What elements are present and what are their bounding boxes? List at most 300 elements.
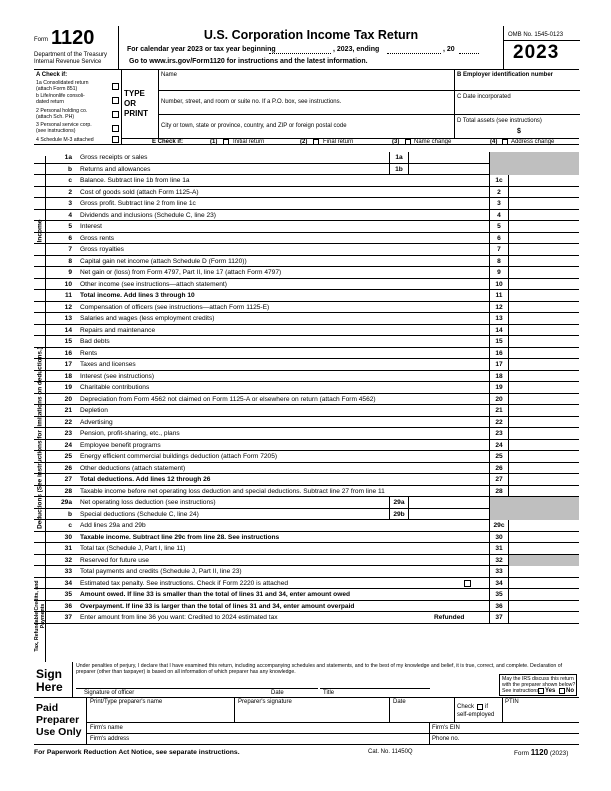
- line-amount-field[interactable]: [509, 578, 579, 590]
- line-number: 11: [65, 292, 72, 299]
- line-text: Total income. Add lines 3 through 10: [80, 292, 195, 299]
- line-number: 6: [68, 234, 72, 242]
- line-amount-field[interactable]: [509, 302, 579, 314]
- inner-line-box: 1b: [389, 164, 409, 176]
- line-box: 21: [489, 405, 509, 417]
- line-number: 28: [64, 487, 72, 495]
- line-number: 33: [64, 568, 72, 575]
- line-row: [34, 210, 579, 222]
- self-employed-label: self-employed: [457, 712, 495, 718]
- line-text: Cost of goods sold (attach Form 1125-A): [80, 188, 199, 196]
- officer-title-label: Title: [323, 690, 335, 696]
- period-end: , 20: [443, 46, 455, 53]
- line-number: 27: [64, 476, 72, 483]
- line-row: [34, 256, 579, 268]
- discuss-no-checkbox[interactable]: [559, 688, 565, 694]
- inner-amount-field[interactable]: [409, 152, 489, 164]
- line-number: 14: [64, 326, 72, 334]
- dept-irs: Internal Revenue Service: [34, 59, 102, 65]
- line-box: 14: [489, 325, 509, 337]
- line-number: c: [68, 177, 72, 184]
- line-amount-field[interactable]: [509, 313, 579, 325]
- line-number: c: [68, 522, 72, 529]
- line-box: 36: [489, 601, 509, 613]
- discuss-yes-checkbox[interactable]: [538, 688, 544, 694]
- e-opt4-num: (4): [490, 139, 498, 145]
- sign-here-block: [34, 662, 579, 698]
- check-2-box[interactable]: [112, 111, 119, 118]
- line-box: 3: [489, 198, 509, 210]
- omb-number: OMB No. 1545-0123: [508, 32, 564, 38]
- line-box: 9: [489, 267, 509, 279]
- address-change-checkbox[interactable]: [502, 139, 508, 145]
- line-text: Rents: [80, 349, 98, 357]
- line-text: Overpayment. If line 33 is larger than the total of lines 31 and 34, enter amount overpaid: [80, 602, 355, 610]
- line-text: Pension, profit-sharing, etc., plans: [80, 430, 180, 437]
- line-text: Total payments and credits (Schedule J, Part II, line 23): [80, 568, 242, 575]
- date-incorporated-label: C Date incorporated: [457, 94, 511, 100]
- shaded-box: [489, 164, 509, 176]
- line-row: [34, 601, 579, 613]
- line-row: [34, 589, 579, 601]
- line-amount-field[interactable]: [509, 428, 579, 440]
- line-box: 23: [489, 428, 509, 440]
- line-text: Gross profit. Subtract line 2 from line 1c: [80, 200, 196, 207]
- shaded-amount: [509, 164, 579, 176]
- line-amount-field[interactable]: [509, 371, 579, 383]
- line-text: Dividends and inclusions (Schedule C, line 23): [80, 211, 216, 219]
- ein-area: [454, 70, 579, 138]
- line-number: 9: [68, 269, 72, 276]
- line-number: 20: [64, 395, 72, 403]
- address-change-label: Address change: [511, 139, 555, 145]
- line-number: 23: [64, 430, 72, 437]
- line-box: 34: [489, 578, 509, 590]
- inner-line-box: 29a: [389, 497, 409, 509]
- line-box: 30: [489, 532, 509, 544]
- inner-amount-field[interactable]: [409, 509, 489, 521]
- name-address-area: [158, 70, 454, 138]
- city-field-label: City or town, state or province, country, and ZIP or foreign postal code: [161, 123, 347, 129]
- line-row: [34, 463, 579, 475]
- line-amount-field[interactable]: [509, 474, 579, 486]
- line-number: 13: [64, 315, 72, 322]
- line-amount-field[interactable]: [509, 256, 579, 268]
- identification-block: [34, 70, 579, 145]
- line-text: Taxable income before net operating loss deduction and special deductions. Subtract line 27 from line 11: [80, 487, 385, 495]
- line-amount-field[interactable]: [509, 221, 579, 233]
- line-amount-field[interactable]: [509, 267, 579, 279]
- line-box: 8: [489, 256, 509, 268]
- line-text: Bad debts: [80, 338, 110, 345]
- line-text: Balance. Subtract line 1b from line 1a: [80, 177, 190, 184]
- line-text: Reserved for future use: [80, 556, 149, 564]
- line-number: 30: [64, 533, 72, 541]
- line-box: 12: [489, 302, 509, 314]
- discuss-text: May the IRS discuss this return with the preparer shown below? See instructions.: [502, 676, 576, 694]
- line-amount-field[interactable]: [509, 601, 579, 613]
- sign-title: Sign: [36, 667, 62, 681]
- form-2220-checkbox[interactable]: [464, 580, 471, 587]
- name-field[interactable]: [159, 90, 455, 91]
- if-label: if: [485, 704, 488, 710]
- line-number: 37: [64, 614, 72, 621]
- final-return-checkbox[interactable]: [313, 139, 319, 145]
- check-4-label: 4 Schedule M-3 attached: [36, 137, 94, 143]
- line-box: 11: [489, 290, 509, 302]
- line-box: 2: [489, 187, 509, 199]
- goto-text: Go to www.irs.gov/Form1120 for instructions and the latest information.: [129, 58, 368, 65]
- line-number: 36: [64, 602, 72, 610]
- form-header: [34, 26, 579, 70]
- line-amount-field[interactable]: [509, 543, 579, 555]
- line-amount-field[interactable]: [509, 394, 579, 406]
- line-amount-field[interactable]: [509, 175, 579, 187]
- dept-treasury: Department of the Treasury: [34, 52, 108, 58]
- discuss-yes-label: Yes: [545, 688, 556, 694]
- officer-signature-field[interactable]: [76, 688, 300, 689]
- officer-title-field[interactable]: [320, 688, 430, 689]
- period-end-field[interactable]: [387, 53, 441, 54]
- line-text: Interest (see instructions): [80, 372, 155, 380]
- initial-return-label: Initial return: [233, 139, 265, 145]
- form-title-block: [119, 26, 503, 70]
- here-title: Here: [36, 680, 63, 694]
- line-row: [34, 244, 579, 256]
- inner-amount-field[interactable]: [409, 164, 489, 176]
- line-row: [34, 175, 579, 187]
- line-row: [34, 267, 579, 279]
- sign-date-field[interactable]: [268, 688, 318, 689]
- line-amount-field: [509, 555, 579, 567]
- dollar-sign: $: [517, 128, 521, 135]
- line-row: [34, 382, 579, 394]
- line-text: Special deductions (Schedule C, line 24): [80, 510, 199, 518]
- line-number: 25: [64, 453, 72, 460]
- line-row: [34, 394, 579, 406]
- period-begin-field[interactable]: [269, 53, 331, 54]
- line-number: 34: [64, 579, 72, 587]
- line-text: Depletion: [80, 407, 108, 414]
- line-number: 2: [68, 188, 72, 196]
- line-row: [34, 417, 579, 429]
- line-number: 24: [64, 441, 72, 449]
- line-row: [34, 509, 579, 521]
- line-number: 19: [64, 384, 72, 391]
- line-number: 35: [64, 591, 72, 598]
- checkbox-a-area: [34, 70, 122, 145]
- inner-amount-field[interactable]: [409, 497, 489, 509]
- line-box: 4: [489, 210, 509, 222]
- shaded-amount: [509, 152, 579, 164]
- line-row: [34, 612, 579, 624]
- paid-preparer-block: [34, 698, 579, 745]
- line-box: 1c: [489, 175, 509, 187]
- line-text: Returns and allowances: [80, 165, 151, 173]
- line-box: 19: [489, 382, 509, 394]
- line-row: [34, 486, 579, 498]
- line-number: 32: [64, 556, 72, 564]
- check-2-label: 2 Personal holding co. (attach Sch. PH): [36, 108, 88, 120]
- line-text: Other deductions (attach statement): [80, 464, 186, 472]
- preparer-signature-label: Preparer's signature: [238, 699, 292, 705]
- line-row: [34, 336, 579, 348]
- line-number: b: [67, 510, 72, 518]
- street-field[interactable]: [159, 114, 455, 115]
- line-row: [34, 440, 579, 452]
- shaded-box: [489, 509, 509, 521]
- form-1120: [34, 26, 579, 763]
- phone-label: Phone no.: [432, 736, 460, 742]
- line-text: Repairs and maintenance: [80, 326, 156, 334]
- line-amount-field[interactable]: [509, 336, 579, 348]
- line-box: 13: [489, 313, 509, 325]
- line-box: 37: [489, 612, 509, 624]
- line-text: Taxes and licenses: [80, 361, 136, 368]
- line-amount-field[interactable]: [509, 382, 579, 394]
- line-row: [34, 359, 579, 371]
- tax-year: 2023: [513, 42, 560, 63]
- omb-block: [503, 26, 579, 70]
- line-amount-field[interactable]: [509, 440, 579, 452]
- form-label: Form: [34, 37, 48, 43]
- check-b-label: b Life/nonlife consoli-dated return: [36, 93, 85, 105]
- line-row: [34, 302, 579, 314]
- period-mid: , 2023, ending: [333, 46, 380, 53]
- tax-label-text: Tax, Refundable Credits, and Payments: [33, 580, 46, 652]
- line-row: [34, 187, 579, 199]
- firm-address-label: Firm's address: [90, 736, 130, 742]
- line-row: [34, 474, 579, 486]
- e-opt2-num: (2): [300, 139, 308, 145]
- line-box: 6: [489, 233, 509, 245]
- check-a-heading: A Check if:: [36, 72, 68, 78]
- line-box: 29c: [489, 520, 509, 532]
- check-3-label: 3 Personal service corp. (see instructions): [36, 122, 92, 134]
- line-number: 12: [64, 303, 72, 311]
- line-number: 17: [64, 361, 72, 368]
- line-row: [34, 313, 579, 325]
- line-number: 1a: [64, 154, 72, 161]
- line-text: Interest: [80, 223, 102, 230]
- form-id-block: [34, 26, 119, 70]
- line-box: 26: [489, 463, 509, 475]
- line-box: 17: [489, 359, 509, 371]
- line-row: [34, 543, 579, 555]
- line-row: [34, 566, 579, 578]
- line-text: Gross receipts or sales: [80, 154, 148, 161]
- type-or-print: TYPE OR PRINT: [124, 89, 148, 118]
- line-number: 10: [64, 280, 72, 288]
- discuss-no-label: No: [566, 688, 574, 694]
- tax-section-label: [34, 570, 46, 662]
- line-amount-field[interactable]: [509, 279, 579, 291]
- line-box: 18: [489, 371, 509, 383]
- line-box: 27: [489, 474, 509, 486]
- line-row: [34, 578, 579, 590]
- line-amount-field[interactable]: [509, 463, 579, 475]
- line-row: [34, 279, 579, 291]
- firm-ein-label: Firm's EIN: [432, 725, 460, 731]
- form-title: U.S. Corporation Income Tax Return: [203, 28, 419, 42]
- line-amount-field[interactable]: [509, 359, 579, 371]
- preparer-title-3: Use Only: [36, 726, 82, 738]
- line-amount-field[interactable]: [509, 233, 579, 245]
- line-text: Net gain or (loss) from Form 4797, Part II, line 17 (attach Form 4797): [80, 269, 282, 276]
- e-opt1-num: (1): [210, 139, 218, 145]
- line-text: Employee benefit programs: [80, 441, 161, 449]
- line-number: 8: [68, 257, 72, 265]
- line-text: Capital gain net income (attach Schedule D (Form 1120)): [80, 257, 247, 265]
- footer-form-number: 1120: [530, 748, 549, 757]
- line-amount-field[interactable]: [509, 486, 579, 498]
- line-amount-field[interactable]: [509, 325, 579, 337]
- line-box: 25: [489, 451, 509, 463]
- line-amount-field[interactable]: [509, 187, 579, 199]
- name-change-checkbox[interactable]: [405, 139, 411, 145]
- name-field-label: Name: [161, 72, 178, 78]
- line-row: [34, 497, 579, 509]
- line-number: 4: [68, 211, 72, 219]
- line-text: Taxable income. Subtract line 29c from line 28. See instructions: [80, 533, 280, 541]
- check-3-box[interactable]: [112, 125, 119, 132]
- line-text: Advertising: [80, 418, 113, 426]
- line-amount-field[interactable]: [509, 532, 579, 544]
- line-amount-field[interactable]: [509, 210, 579, 222]
- line-box: 28: [489, 486, 509, 498]
- period-text: For calendar year 2023 or tax year beginning: [127, 46, 276, 53]
- line-row: [34, 532, 579, 544]
- line-row: [34, 152, 579, 164]
- refunded-label: Refunded: [434, 614, 465, 621]
- check-1a-box[interactable]: [112, 83, 119, 90]
- line-text: Other income (see instructions—attach statement): [80, 280, 227, 288]
- line-row: [34, 221, 579, 233]
- check-4-box[interactable]: [112, 136, 119, 143]
- line-box: 5: [489, 221, 509, 233]
- check-b-box[interactable]: [112, 97, 119, 104]
- form-number: 1120: [51, 27, 95, 49]
- line-amount-field[interactable]: [509, 451, 579, 463]
- shaded-box: [489, 152, 509, 164]
- deductions-label-text: Deductions (See instructions for limitations on deductions.): [36, 346, 43, 529]
- line-number: 18: [64, 372, 72, 380]
- line-number: 16: [64, 349, 72, 357]
- line-number: 3: [68, 200, 72, 207]
- preparer-title-2: Preparer: [36, 714, 80, 726]
- line-row: [34, 164, 579, 176]
- line-box: 15: [489, 336, 509, 348]
- period-year-field[interactable]: [459, 53, 479, 54]
- e-opt3-num: (3): [392, 139, 400, 145]
- line-text: Charitable contributions: [80, 384, 150, 391]
- check-1a-label: 1a Consolidated return (attach Form 851): [36, 80, 89, 92]
- line-text: Amount owed. If line 33 is smaller than the total of lines 31 and 34, enter amount owed: [80, 591, 351, 598]
- line-number: 26: [64, 464, 72, 472]
- line-box: 33: [489, 566, 509, 578]
- line-amount-field[interactable]: [509, 566, 579, 578]
- lines-area: [34, 156, 579, 639]
- line-amount-field[interactable]: [509, 244, 579, 256]
- footer-form-year: (2023): [549, 750, 569, 757]
- line-box: 24: [489, 440, 509, 452]
- discuss-box: [499, 674, 577, 696]
- line-amount-field[interactable]: [509, 405, 579, 417]
- line-row: [34, 198, 579, 210]
- line-amount-field[interactable]: [509, 348, 579, 360]
- line-box: 35: [489, 589, 509, 601]
- income-label-text: Income: [36, 219, 43, 243]
- line-number: 29a: [60, 499, 72, 506]
- line-amount-field[interactable]: [509, 589, 579, 601]
- ptin-label: PTIN: [505, 699, 519, 705]
- line-number: 15: [64, 338, 72, 345]
- firm-name-label: Firm's name: [90, 725, 123, 731]
- line-amount-field[interactable]: [509, 417, 579, 429]
- line-box: 7: [489, 244, 509, 256]
- line-text: Energy efficient commercial buildings deduction (attach Form 7205): [80, 453, 278, 460]
- footer-form: [514, 748, 568, 757]
- line-text: Add lines 29a and 29b: [80, 522, 146, 529]
- line-text: Net operating loss deduction (see instructions): [80, 499, 216, 506]
- shaded-amount: [509, 497, 579, 509]
- line-number: 21: [64, 407, 72, 414]
- sign-date-label: Date: [271, 690, 284, 696]
- line-row: [34, 325, 579, 337]
- line-number: 5: [68, 223, 72, 230]
- line-text: Enter amount from line 36 you want: Credited to 2024 estimated tax: [80, 614, 278, 621]
- line-amount-field[interactable]: [509, 612, 579, 624]
- line-amount-field[interactable]: [509, 198, 579, 210]
- initial-return-checkbox[interactable]: [223, 139, 229, 145]
- preparer-date-label: Date: [393, 699, 406, 705]
- line-text: Gross royalties: [80, 246, 124, 253]
- e-check-row: [122, 138, 579, 145]
- line-text: Total deductions. Add lines 12 through 26: [80, 476, 211, 483]
- income-section-label: [34, 156, 46, 306]
- officer-label: Signature of officer: [84, 690, 135, 696]
- line-text: Compensation of officers (see instructions—attach Form 1125-E): [80, 303, 270, 311]
- ein-label: B Employer identification number: [457, 72, 554, 78]
- self-employed-checkbox[interactable]: [477, 704, 483, 710]
- line-row: [34, 371, 579, 383]
- preparer-name-label: Print/Type preparer's name: [90, 699, 163, 705]
- inner-line-box: 1a: [389, 152, 409, 164]
- line-box: 20: [489, 394, 509, 406]
- line-text: Salaries and wages (less employment credits): [80, 315, 215, 322]
- line-row: [34, 348, 579, 360]
- line-text: Depreciation from Form 4562 not claimed on Form 1125-A or elsewhere on return (attach Form 4562): [80, 395, 376, 403]
- e-check-label: E Check if:: [152, 139, 184, 145]
- line-row: [34, 290, 579, 302]
- line-row: [34, 451, 579, 463]
- line-amount-field[interactable]: [509, 290, 579, 302]
- name-change-label: Name change: [414, 139, 452, 145]
- footer-notice: For Paperwork Reduction Act Notice, see separate instructions.: [34, 749, 240, 756]
- line-text: Gross rents: [80, 234, 115, 242]
- line-row: [34, 555, 579, 567]
- line-number: 31: [64, 545, 72, 552]
- line-amount-field[interactable]: [509, 520, 579, 532]
- deductions-section-label: [34, 306, 46, 571]
- final-return-label: Final return: [323, 139, 354, 145]
- total-assets-label: D Total assets (see instructions): [457, 118, 542, 124]
- preparer-title-1: Paid: [36, 702, 59, 714]
- inner-line-box: 29b: [389, 509, 409, 521]
- line-box: 10: [489, 279, 509, 291]
- line-number: b: [67, 165, 72, 173]
- line-row: [34, 233, 579, 245]
